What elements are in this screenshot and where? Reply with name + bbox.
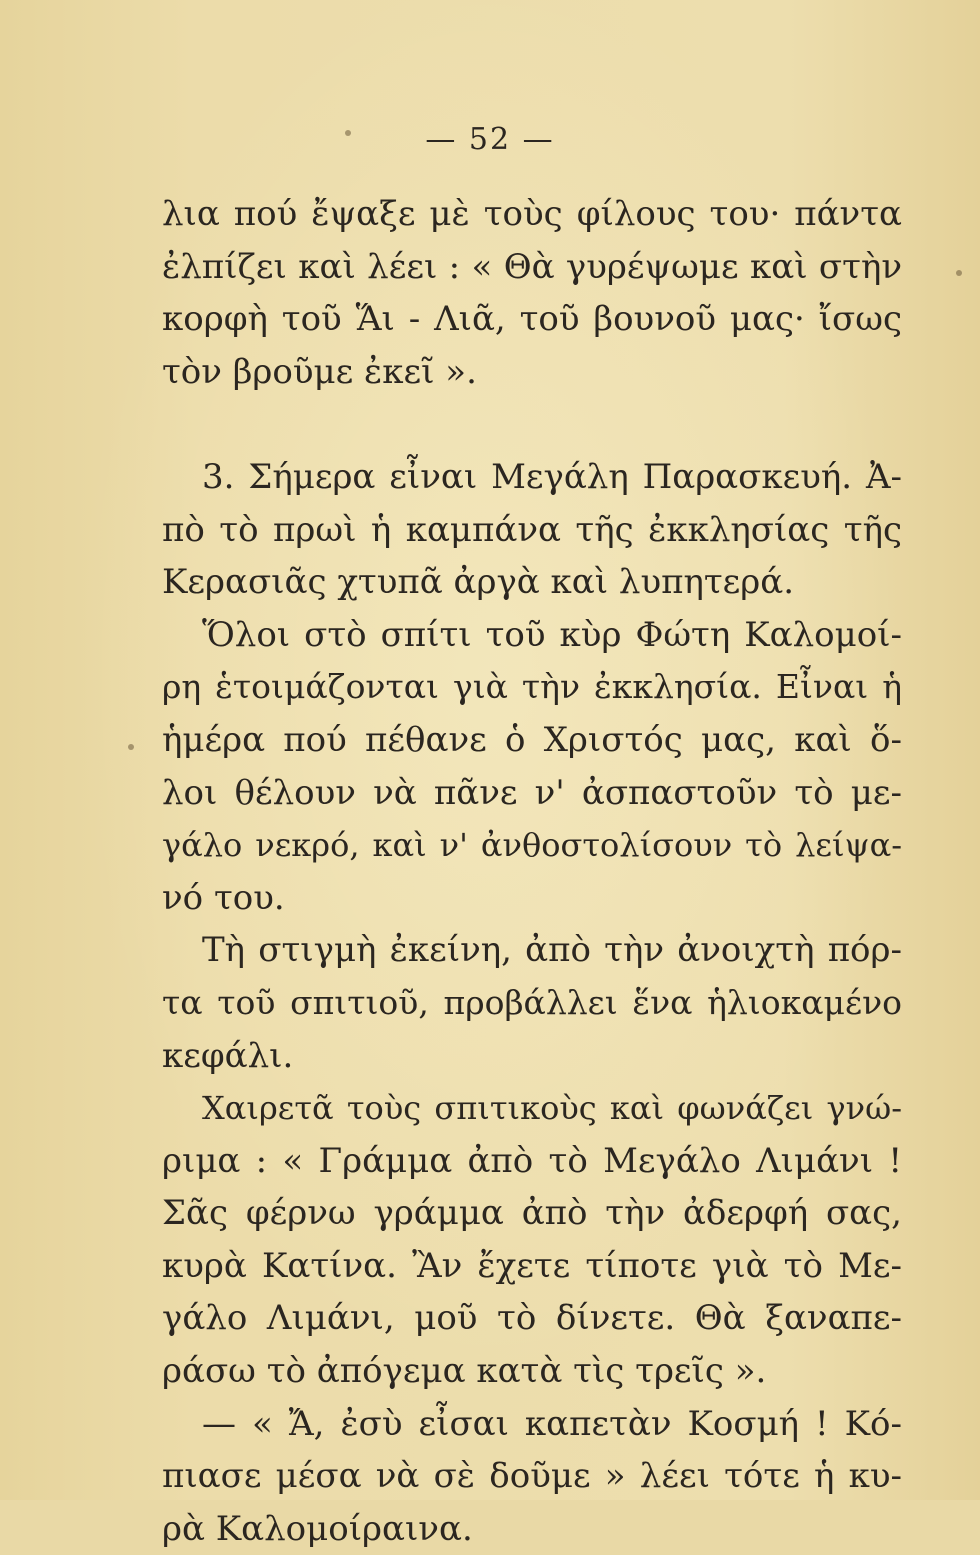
text-line: — « Ἄ, ἐσὺ εἶσαι καπετὰν Κοσμή ! Κό-	[202, 1403, 902, 1444]
text-line: κυρὰ Κατίνα. Ἂν ἔχετε τίποτε γιὰ τὸ Με-	[162, 1245, 902, 1286]
page-number: — 52 —	[425, 122, 555, 157]
text-line: λια πού ἔψαξε μὲ τοὺς φίλους του· πάντα	[162, 194, 902, 234]
text-line: λοι θέλουν νὰ πᾶνε ν' ἀσπαστοῦν τὸ με-	[162, 772, 902, 813]
body-text	[162, 188, 902, 1555]
text-line: τὸν βροῦμε ἐκεῖ ».	[162, 351, 477, 392]
paper-speck	[345, 130, 351, 136]
text-line: ρὰ Καλομοίραινα.	[162, 1508, 473, 1549]
text-line: τα τοῦ σπιτιοῦ, προβάλλει ἕνα ἡλιοκαμένο	[162, 982, 902, 1022]
text-line: πὸ τὸ πρωὶ ἡ καμπάνα τῆς ἐκκλησίας τῆς	[162, 509, 902, 550]
text-line: 3. Σήμερα εἶναι Μεγάλη Παρασκευή. Ἀ-	[202, 456, 902, 497]
text-line: κεφάλι.	[162, 1035, 294, 1076]
text-line: νό του.	[162, 877, 285, 918]
text-line: Χαιρετᾶ τοὺς σπιτικοὺς καὶ φωνάζει γνώ-	[202, 1089, 902, 1128]
text-line: κορφὴ τοῦ Ἅι - Λιᾶ, τοῦ βουνοῦ μας· ἴσως	[162, 299, 902, 340]
text-line: Κερασιᾶς χτυπᾶ ἀργὰ καὶ λυπητερά.	[162, 562, 795, 603]
text-line: Τὴ στιγμὴ ἐκείνη, ἀπὸ τὴν ἀνοιχτὴ πόρ-	[202, 930, 902, 971]
text-line: ράσω τὸ ἀπόγεμα κατὰ τὶς τρεῖς ».	[162, 1351, 767, 1392]
text-line: ρη ἑτοιμάζονται γιὰ τὴν ἐκκλησία. Εἶναι ἡ	[162, 667, 902, 707]
text-line: πιασε μέσα νὰ σὲ δοῦμε » λέει τότε ἡ κυ-	[162, 1456, 902, 1497]
blank-line	[162, 398, 902, 451]
text-line: γάλο νεκρό, καὶ ν' ἀνθοστολίσουν τὸ λείψα-	[162, 826, 902, 865]
paper-speck	[128, 744, 134, 750]
text-line: γάλο Λιμάνι, μοῦ τὸ δίνετε. Θὰ ξαναπε-	[162, 1298, 902, 1339]
text-line: Σᾶς φέρνω γράμμα ἀπὸ τὴν ἀδερφή σας,	[162, 1193, 902, 1234]
text-line: ἡμέρα πού πέθανε ὁ Χριστός μας, καὶ ὅ-	[162, 719, 902, 760]
text-line: Ὅλοι στὸ σπίτι τοῦ κὺρ Φώτη Καλομοί-	[202, 614, 902, 655]
text-line: ριμα : « Γράμμα ἀπὸ τὸ Μεγάλο Λιμάνι !	[162, 1140, 902, 1181]
paper-speck	[956, 270, 962, 276]
text-line: ἐλπίζει καὶ λέει : « Θὰ γυρέψωμε καὶ στὴν	[162, 246, 902, 287]
